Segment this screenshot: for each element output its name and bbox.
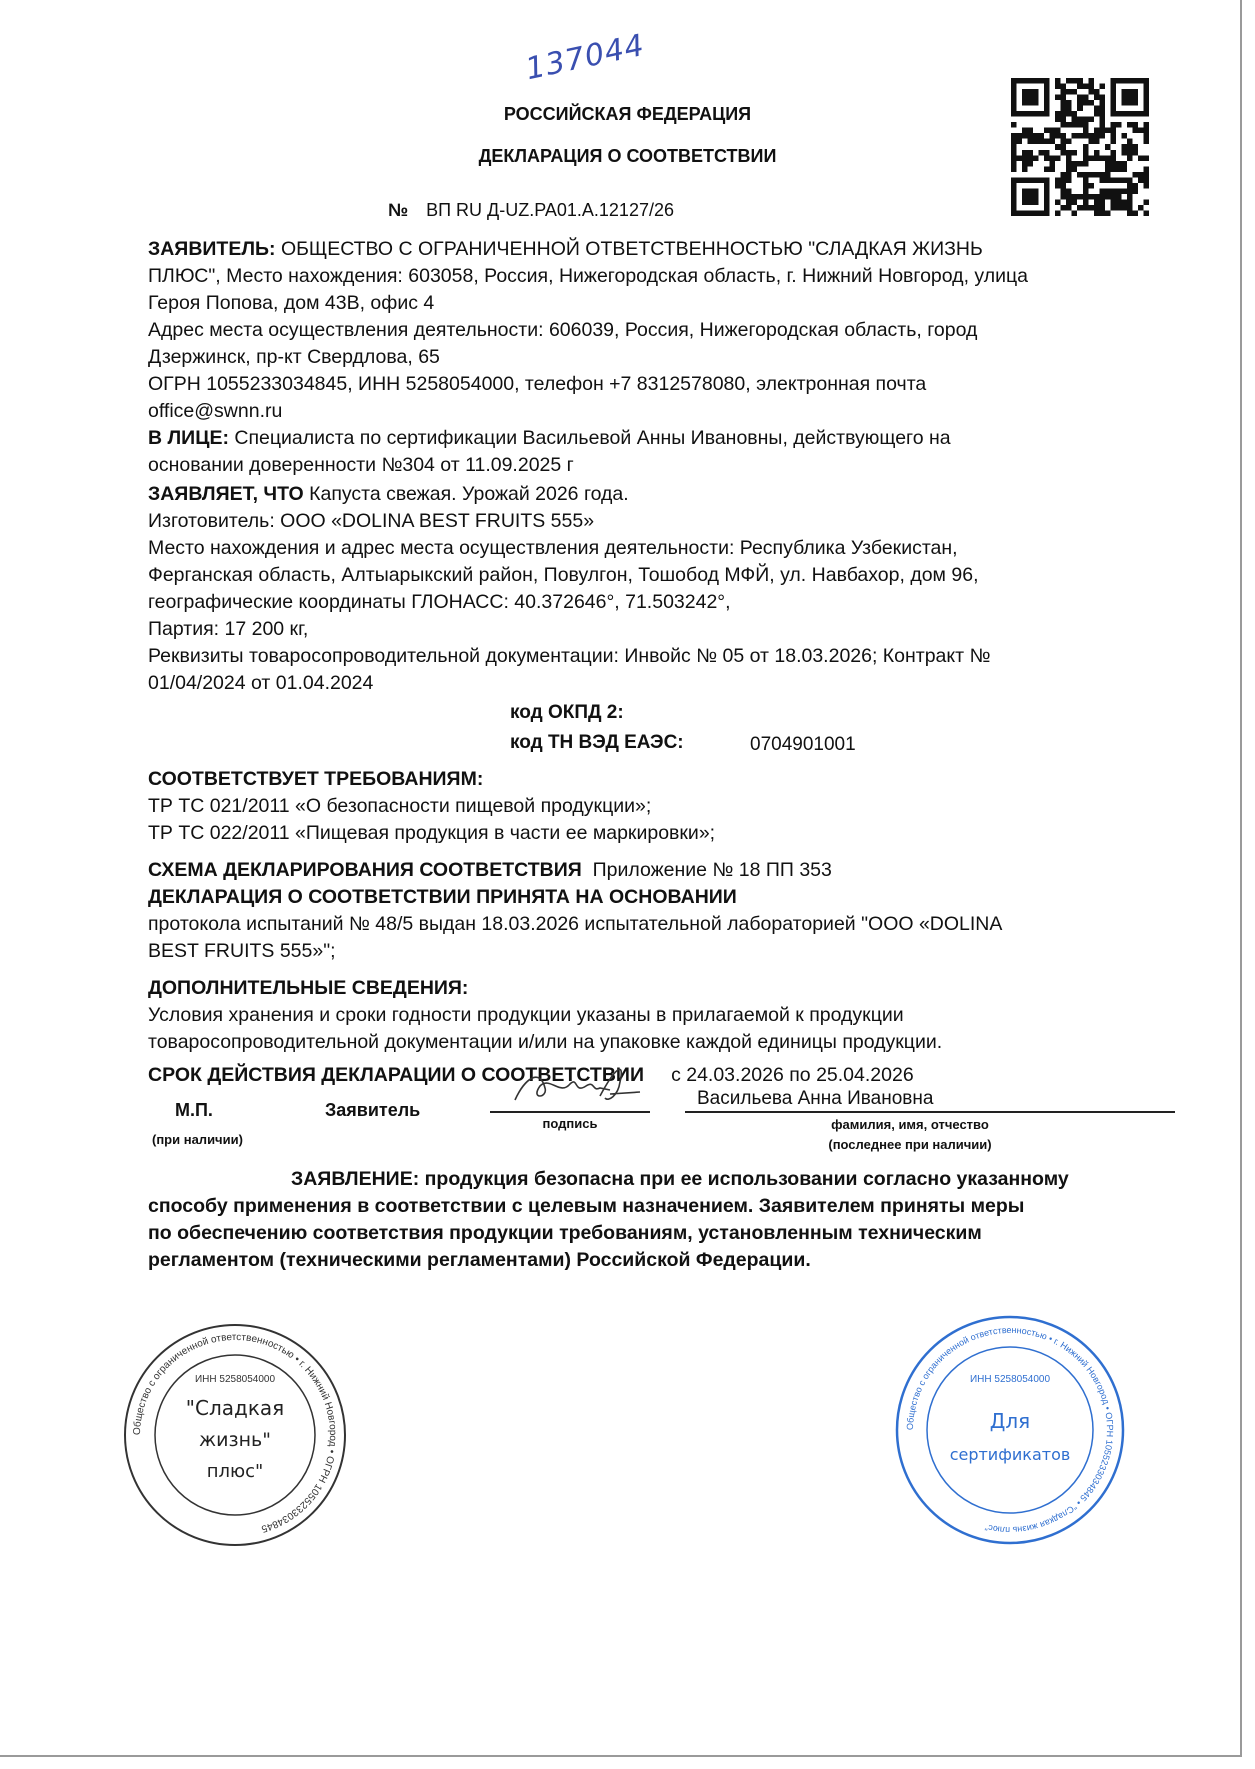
additional-section	[148, 975, 942, 1056]
validity-label: СРОК ДЕЙСТВИЯ ДЕКЛАРАЦИИ О СООТВЕТСТВИИ	[148, 1064, 644, 1086]
statement-line: по обеспечению соответствия продукции требованиям, установленным техническим	[148, 1222, 982, 1244]
represented-line: Специалиста по сертификации Васильевой Анны Ивановны, действующего на	[234, 427, 951, 449]
product-line: географические координаты ГЛОНАСС: 40.372646°, 71.503242°,	[148, 591, 731, 613]
declaration-number	[388, 200, 692, 221]
seal-inn: ИНН 5258054000	[194, 1374, 276, 1385]
applicant-email: office@swnn.ru	[148, 400, 283, 422]
applicant-label: ЗАЯВИТЕЛЬ:	[148, 238, 276, 260]
represented-label: В ЛИЦЕ:	[148, 427, 229, 449]
requirement-item: ТР ТС 022/2011 «Пищевая продукция в части ее маркировки»;	[148, 822, 716, 844]
applicant-section	[148, 236, 1028, 479]
requirements-label: СООТВЕТСТВУЕТ ТРЕБОВАНИЯМ:	[148, 768, 484, 790]
product-line: Партия: 17 200 кг,	[148, 618, 309, 640]
country-heading: РОССИЙСКАЯ ФЕДЕРАЦИЯ	[503, 104, 752, 124]
basis-line: BEST FRUITS 555»";	[148, 940, 336, 962]
scheme-section	[148, 857, 1002, 965]
statement-label: ЗАЯВЛЕНИЕ:	[291, 1168, 420, 1190]
seal-center-text: жизнь"	[199, 1429, 271, 1451]
requirement-item: ТР ТС 021/2011 «О безопасности пищевой продукции»;	[148, 795, 652, 817]
basis-line: протокола испытаний № 48/5 выдан 18.03.2026 испытательной лабораторией "ООО «DOLINA	[148, 913, 1003, 935]
page-edge-right	[1240, 0, 1242, 1757]
declares-section	[148, 481, 990, 697]
okpd-label: код ОКПД 2:	[510, 702, 624, 723]
name-line	[685, 1111, 1175, 1113]
number-sign: №	[388, 200, 409, 220]
product-line: Капуста свежая. Урожай 2026 года.	[309, 483, 629, 505]
tnved-label: код ТН ВЭД ЕАЭС:	[510, 732, 684, 753]
company-seal-blue	[890, 1310, 1130, 1550]
seal-ring-text: Общество с ограниченной ответственностью • г. Нижний Новгород • ОГРН 1055233034845 • "Сладкая жизнь плюс"	[904, 1324, 1116, 1536]
basis-label: ДЕКЛАРАЦИЯ О СООТВЕТСТВИИ ПРИНЯТА НА ОСНОВАНИИ	[148, 886, 737, 908]
applicant-line: ПЛЮС", Место нахождения: 603058, Россия, Нижегородская область, г. Нижний Новгород, улица	[148, 265, 1029, 287]
seal-inn: ИНН 5258054000	[969, 1374, 1051, 1385]
seal-center-text: плюс"	[206, 1461, 264, 1482]
product-line: 01/04/2024 от 01.04.2024	[148, 672, 374, 694]
signatory-name: Васильева Анна Ивановна	[697, 1088, 934, 1109]
qr-code	[1010, 78, 1150, 216]
mp-label: М.П.	[175, 1100, 213, 1120]
page-edge-bottom	[0, 1755, 1242, 1757]
applicant-line: Дзержинск, пр-кт Свердлова, 65	[148, 346, 440, 368]
additional-label: ДОПОЛНИТЕЛЬНЫЕ СВЕДЕНИЯ:	[148, 977, 469, 999]
applicant-line: Адрес места осуществления деятельности: 606039, Россия, Нижегородская область, город	[148, 319, 978, 341]
scheme-label: СХЕМА ДЕКЛАРИРОВАНИЯ СООТВЕТСТВИЯ	[148, 859, 582, 881]
name-caption-note: (последнее при наличии)	[828, 1137, 992, 1152]
declares-label: ЗАЯВЛЯЕТ, ЧТО	[148, 483, 304, 505]
mp-note: (при наличии)	[152, 1132, 243, 1147]
product-line: Реквизиты товаросопроводительной документации: Инвойс № 05 от 18.03.2026; Контракт №	[148, 645, 991, 667]
product-line: Изготовитель: ООО «DOLINA BEST FRUITS 555»	[148, 510, 595, 532]
additional-line: Условия хранения и сроки годности продукции указаны в прилагаемой к продукции	[148, 1004, 904, 1026]
product-line: Место нахождения и адрес места осуществления деятельности: Республика Узбекистан,	[148, 537, 958, 559]
requirements-section	[148, 766, 715, 847]
seal-center-text: сертификатов	[949, 1445, 1071, 1464]
statement-line: продукция безопасна при ее использовании согласно указанному	[424, 1168, 1069, 1190]
applicant-line: Героя Попова, дом 43В, офис 4	[148, 292, 435, 314]
seal-ring-text: Общество с ограниченной ответственностью • г. Нижний Новгород • ОГРН 1055233034845	[131, 1331, 339, 1535]
statement-section	[148, 1166, 1069, 1274]
validity-value: с 24.03.2026 по 25.04.2026	[671, 1064, 914, 1086]
seal-center-text: "Сладкая	[185, 1396, 285, 1420]
statement-line: регламентом (техническими регламентами) Российской Федерации.	[148, 1249, 811, 1271]
applicant-line: ОБЩЕСТВО С ОГРАНИЧЕННОЙ ОТВЕТСТВЕННОСТЬЮ "СЛАДКАЯ ЖИЗНЬ	[280, 238, 983, 260]
additional-line: товаросопроводительной документации и/или на упаковке каждой единицы продукции.	[148, 1031, 943, 1053]
product-line: Ферганская область, Алтыарыкский район, Повулгон, Тошобод МФЙ, ул. Навбахор, дом 96,	[148, 564, 979, 586]
signature-line	[490, 1111, 650, 1113]
applicant-signature-label: Заявитель	[325, 1100, 421, 1120]
company-seal-left	[120, 1320, 350, 1550]
statement-line: способу применения в соответствии с целевым назначением. Заявителем приняты меры	[148, 1195, 1025, 1217]
applicant-line: ОГРН 1055233034845, ИНН 5258054000, телефон +7 8312578080, электронная почта	[148, 373, 927, 395]
handwritten-signature	[500, 1058, 645, 1110]
handwritten-registration-number: 137044	[522, 27, 648, 88]
represented-line: основании доверенности №304 от 11.09.2025 г	[148, 454, 574, 476]
tnved-value: 0704901001	[750, 734, 856, 755]
seal-center-text: Для	[989, 1409, 1031, 1433]
document-title: ДЕКЛАРАЦИЯ О СООТВЕТСТВИИ	[478, 146, 777, 166]
name-caption: фамилия, имя, отчество	[831, 1117, 989, 1132]
signature-caption: подпись	[542, 1116, 598, 1131]
scheme-value: Приложение № 18 ПП 353	[592, 859, 832, 881]
declaration-number-value: ВП RU Д-UZ.PA01.A.12127/26	[426, 200, 674, 220]
